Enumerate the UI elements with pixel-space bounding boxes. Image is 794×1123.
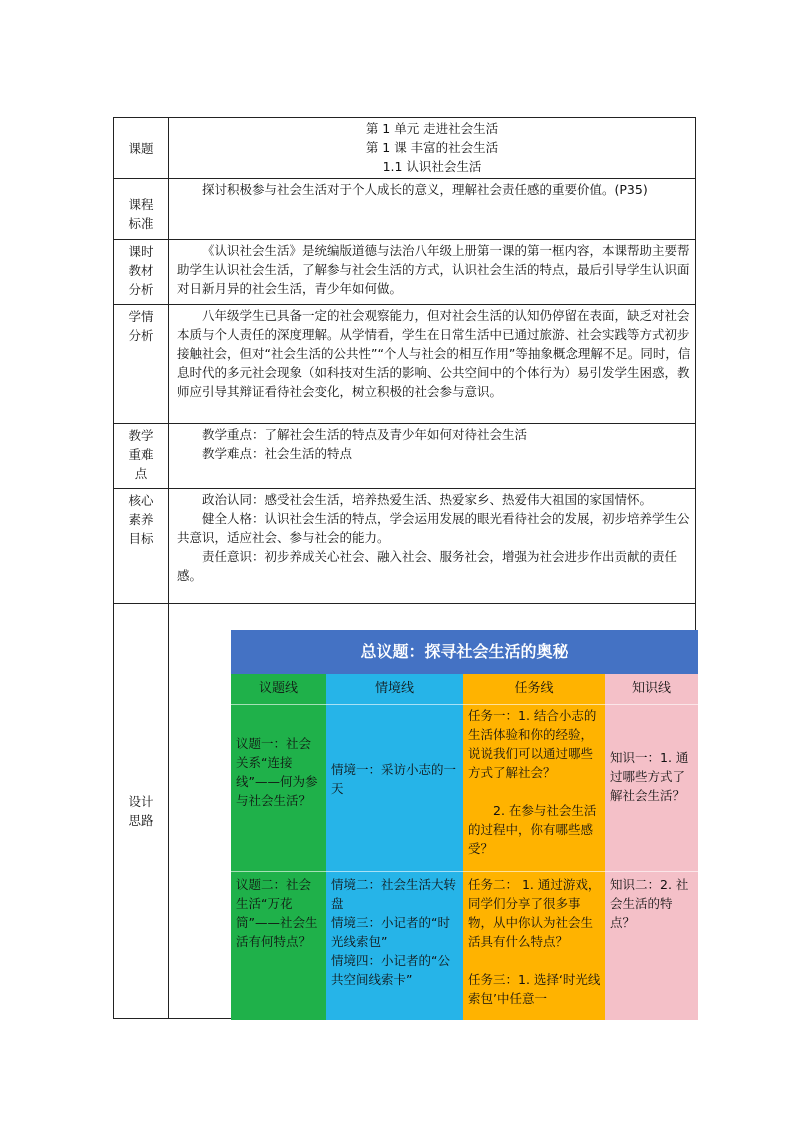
learner-label (114, 305, 169, 424)
learner-label-l2: 分析 (128, 328, 154, 343)
learner-row (114, 305, 696, 424)
learner-label-l1: 学情 (128, 309, 154, 324)
design-label-l1: 设计 (128, 794, 154, 809)
task-line-column (463, 704, 605, 1020)
literacy-label-l1: 核心 (128, 493, 154, 508)
header-topic-line: 议题线 (231, 674, 326, 704)
knowledge-line-column (605, 704, 698, 1020)
topic-row (114, 118, 696, 179)
keypoints-label (114, 424, 169, 489)
political-identity-text: 政治认同：感受社会生活，培养热爱生活、热爱家乡、热爱伟大祖国的家国情怀。 (202, 492, 653, 507)
material-label-l3: 分析 (128, 282, 154, 297)
unit-title: 第 1 单元 走进社会生活 (365, 121, 499, 136)
lesson-title: 第 1 课 丰富的社会生活 (365, 140, 499, 155)
scene-two: 情境二：社会生活大转盘 (331, 877, 457, 911)
literacy-row (114, 489, 696, 604)
material-label-l2: 教材 (128, 263, 154, 278)
design-label (114, 604, 169, 1019)
keypoints-label-l1: 教学 (128, 428, 154, 443)
responsibility-text: 责任意识：初步养成关心社会、融入社会、服务社会，增强为社会进步作出贡献的责任感。 (177, 549, 678, 583)
standard-row (114, 179, 696, 240)
topic-line-column (231, 704, 326, 1020)
topic-label (114, 118, 169, 179)
learner-text: 八年级学生已具备一定的社会观察能力，但对社会生活的认知仍停留在表面，缺乏对社会本质与个人责任的深度理解。从学情看，学生在日常生活中已通过旅游、社会实践等方式初步接触社会，但对“社会生活的公共性”“个人与社会的相互作用”等抽象概念理解不足。同时，信息时代的多元社会现象（如科技对生活的影响、公共空间中的个体行为）易引发学生困惑，教师应引导其辩证看待社会变化，树立积极的社会参与意识。 (177, 308, 691, 399)
standard-label-l1: 课程 (128, 197, 154, 212)
task-one-a: 任务一：1. 结合小志的生活体验和你的经验，说说我们可以通过哪些方式了解社会？ (468, 708, 597, 780)
topic-label-text: 课题 (128, 140, 154, 156)
scene-three: 情境三：小记者的“时光线索包” (331, 915, 450, 949)
teaching-focus: 教学重点：了解社会生活的特点及青少年如何对待社会生活 (202, 427, 528, 442)
literacy-label-l3: 目标 (128, 531, 154, 546)
task-three: 任务三：1. 选择‘时光线索包’中任意一 (468, 972, 601, 1006)
task-two: 任务二： 1. 通过游戏，同学们分享了很多事物，从中你认为社会生活具有什么特点？ (468, 877, 601, 949)
scene-one: 情境一：采访小志的一天 (331, 762, 457, 796)
topic-two: 议题二：社会生活“万花筒”——社会生活有何特点？ (236, 877, 318, 949)
standard-label (114, 179, 169, 240)
material-row (114, 240, 696, 305)
keypoints-label-l3: 点 (134, 466, 148, 481)
design-diagram (169, 604, 695, 1018)
literacy-label-l2: 素养 (128, 512, 154, 527)
main-issue-banner: 总议题：探寻社会生活的奥秘 (231, 630, 698, 674)
teaching-difficulty: 教学难点：社会生活的特点 (202, 446, 353, 461)
material-label (114, 240, 169, 305)
topic-one: 议题一：社会关系“连接线”——何为参与社会生活？ (236, 736, 318, 808)
scene-four: 情境四：小记者的“公共空间线索卡” (331, 953, 450, 987)
task-one-b: 2. 在参与社会生活的过程中，你有哪些感受？ (468, 803, 597, 856)
sound-personality-text: 健全人格：认识社会生活的特点，学会运用发展的眼光看待社会的发展，初步培养学生公共意识，适应社会、参与社会的能力。 (177, 511, 690, 545)
knowledge-two: 知识二：2. 社会生活的特点？ (610, 877, 689, 930)
scene-line-column (326, 704, 463, 1020)
standard-text: 探讨积极参与社会生活对于个人成长的意义，理解社会责任感的重要价值。(P35) (202, 182, 648, 197)
knowledge-one: 知识一：1. 通过哪些方式了解社会生活？ (610, 750, 689, 803)
material-label-l1: 课时 (128, 244, 154, 259)
lesson-plan-table (113, 117, 696, 1019)
design-label-l2: 思路 (128, 813, 154, 828)
keypoints-label-l2: 重难 (128, 447, 154, 462)
design-row (114, 604, 696, 1019)
material-text: 《认识社会生活》是统编版道德与法治八年级上册第一课的第一框内容，本课帮助主要帮助学生认识社会生活，了解参与社会生活的方式，认识社会生活的特点，最后引导学生认识面对日新月异的社会生活，青少年如何做。 (177, 243, 690, 296)
literacy-label (114, 489, 169, 604)
standard-label-l2: 标准 (128, 216, 154, 231)
section-title: 1.1 认识社会生活 (382, 159, 482, 174)
issue-framework-grid (231, 630, 698, 1020)
header-knowledge-line: 知识线 (605, 674, 698, 704)
header-scene-line: 情境线 (326, 674, 463, 704)
keypoints-row (114, 424, 696, 489)
header-task-line: 任务线 (463, 674, 605, 704)
